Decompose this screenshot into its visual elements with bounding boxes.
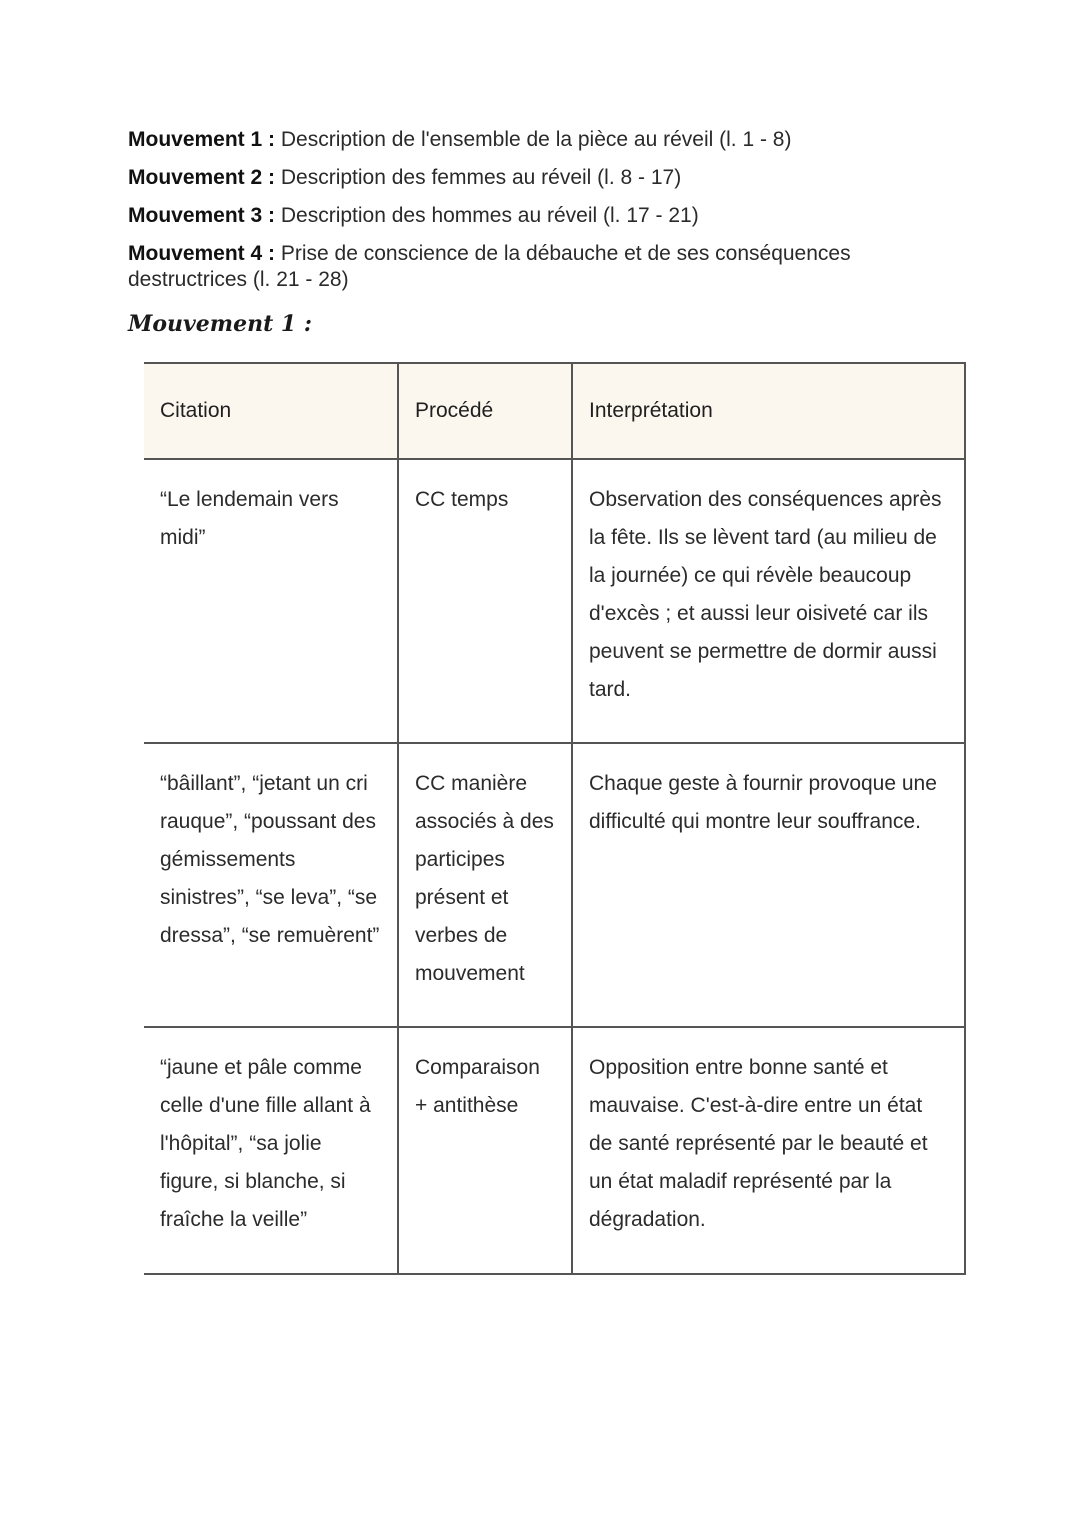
column-header-interpretation: Interprétation: [572, 363, 965, 459]
movement-text: Prise de conscience de la débauche et de ses conséquences destructrices (l. 21 - 28): [128, 242, 851, 291]
analysis-table: [144, 362, 966, 1275]
movement-text: Description des hommes au réveil (l. 17 - 21): [280, 204, 699, 227]
citation-cell: “Le lendemain vers midi”: [144, 459, 398, 743]
movement-label: Mouvement 4 :: [128, 242, 276, 265]
movement-line-2: [128, 165, 928, 191]
column-header-citation: Citation: [144, 363, 398, 459]
interpretation-cell: Opposition entre bonne santé et mauvaise. C'est-à-dire entre un état de santé représenté par le beauté et un état maladif représenté par la dégradation.: [572, 1027, 965, 1274]
movement-label: Mouvement 1 :: [128, 128, 276, 151]
movement-line-3: [128, 203, 928, 229]
movement-line-4: [128, 241, 928, 293]
movements-list: [128, 127, 928, 305]
citation-cell: “bâillant”, “jetant un cri rauque”, “poussant des gémissements sinistres”, “se leva”, “se dressa”, “se remuèrent”: [144, 743, 398, 1027]
movement-label: Mouvement 2 :: [128, 166, 276, 189]
interpretation-cell: Chaque geste à fournir provoque une difficulté qui montre leur souffrance.: [572, 743, 965, 1027]
movement-label: Mouvement 3 :: [128, 204, 276, 227]
movement-line-1: [128, 127, 928, 153]
column-header-procede: Procédé: [398, 363, 572, 459]
movement-text: Description des femmes au réveil (l. 8 - 17): [280, 166, 682, 189]
table-row: [144, 1027, 965, 1274]
procede-cell: CC manière associés à des participes présent et verbes de mouvement: [398, 743, 572, 1027]
section-heading: Mouvement 1 :: [128, 311, 312, 337]
citation-cell: “jaune et pâle comme celle d'une fille allant à l'hôpital”, “sa jolie figure, si blanche, si fraîche la veille”: [144, 1027, 398, 1274]
interpretation-cell: Observation des conséquences après la fête. Ils se lèvent tard (au milieu de la journée) ce qui révèle beaucoup d'excès ; et aussi leur oisiveté car ils peuvent se permettre de dormir aussi tard.: [572, 459, 965, 743]
table-row: [144, 743, 965, 1027]
procede-cell: CC temps: [398, 459, 572, 743]
table-header-row: [144, 363, 965, 459]
procede-cell: Comparaison + antithèse: [398, 1027, 572, 1274]
movement-text: Description de l'ensemble de la pièce au réveil (l. 1 - 8): [280, 128, 792, 151]
table-row: [144, 459, 965, 743]
